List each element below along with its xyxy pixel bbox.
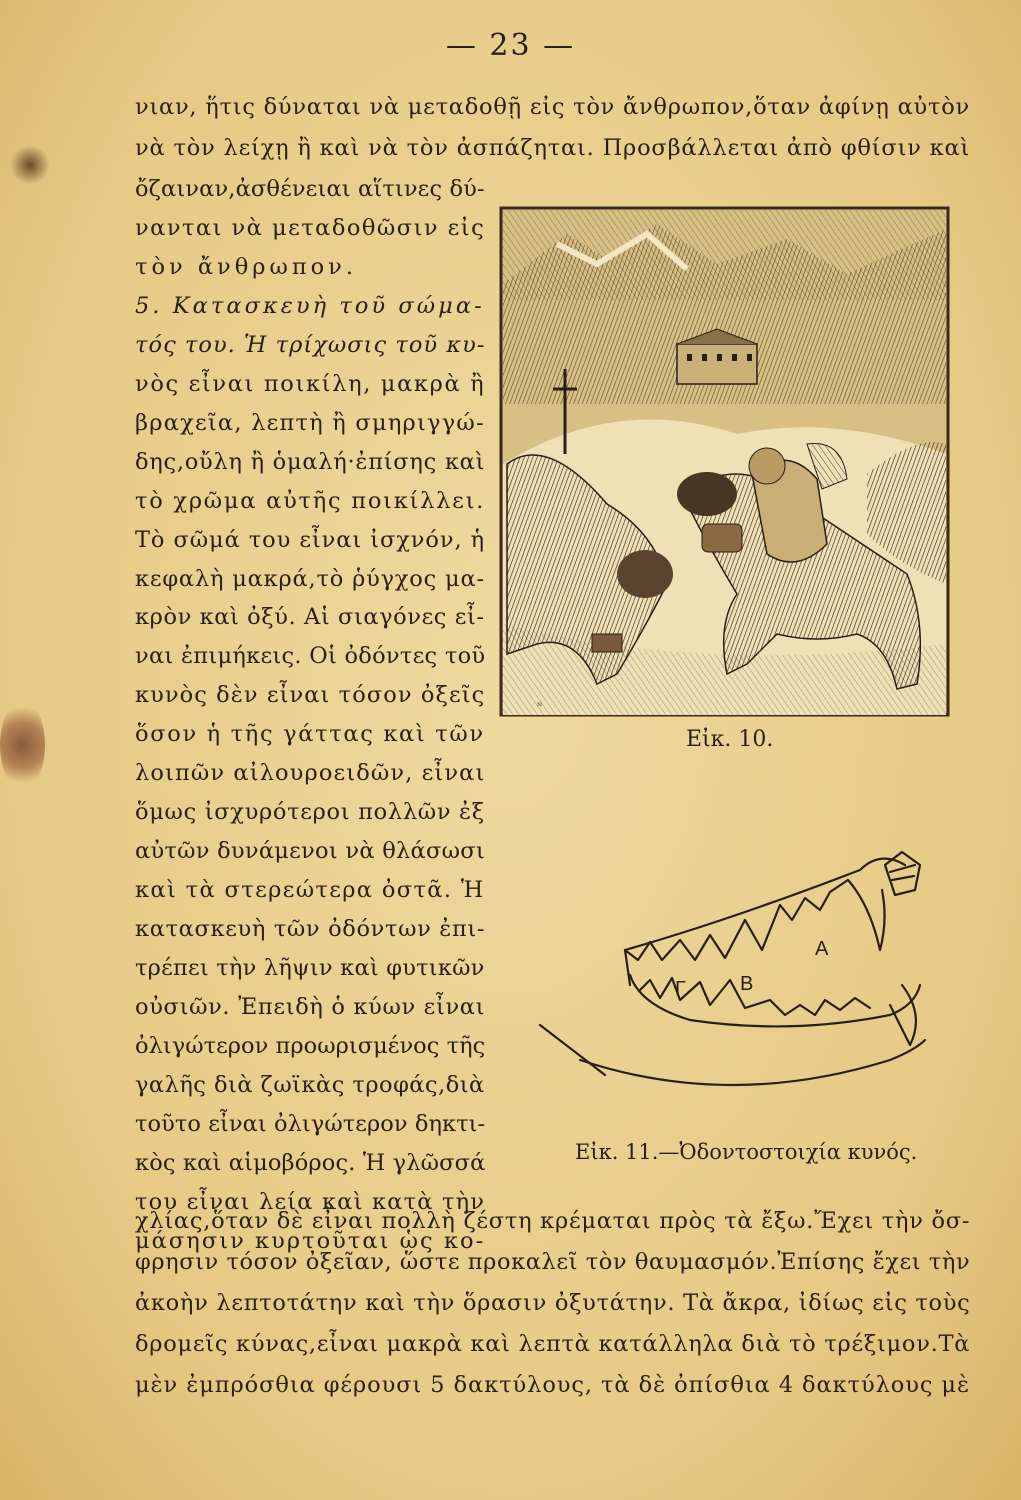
page-number: — 23 —	[445, 28, 576, 63]
text-line: τὸ χρῶμα αὐτῆς ποικίλλει.	[135, 487, 486, 514]
text-line: δρομεῖς κύνας,εἶναι μακρὰ καὶ λεπτὰ κατάλληλα διὰ τὸ τρέξιμον.Τὰ	[135, 1331, 971, 1357]
text-line: φρησιν τόσον ὀξεῖαν, ὥστε προκαλεῖ τὸν θαυμασμόν.Ἐπίσης ἔχει τὴν	[135, 1249, 971, 1275]
label-a: A	[815, 938, 829, 960]
text-line: ἀκοὴν λεπτοτάτην καὶ τὴν ὅρασιν ὀξυτάτην. Τὰ ἄκρα, ἰδίως εἰς τοὺς	[135, 1290, 971, 1316]
paper-stain	[10, 145, 50, 185]
svg-text:ᴺ: ᴺ	[537, 702, 542, 712]
text-line: κατασκευὴ τῶν ὀδόντων ἐπι-	[135, 916, 486, 943]
text-line: νιαν, ἥτις δύναται νὰ μεταδοθῇ εἰς τὸν ἄνθρωπον,ὅταν ἀφίνῃ αὐτὸν	[135, 94, 970, 120]
text-line: βραχεῖα, λεπτὴ ἢ σμηριγγώ-	[135, 409, 485, 436]
text-line: του εἶναι λεία καὶ κατὰ τὴν	[135, 1188, 486, 1215]
text-line: τρέπει τὴν λῆψιν καὶ φυτικῶν	[135, 955, 485, 981]
text-line: τὸν ἄνθρωπον.	[135, 253, 357, 280]
text-line: δης,οὔλη ἢ ὁμαλή·ἐπίσης καὶ	[135, 448, 486, 475]
text-line: αὐτῶν δυνάμενοι νὰ θλάσωσι	[135, 838, 485, 865]
figure-10-caption: Εἰκ. 10.	[686, 727, 774, 752]
text-line: οὐσιῶν. Ἐπειδὴ ὁ κύων εἶναι	[135, 993, 486, 1020]
text-line: κρὸν καὶ ὀξύ. Αἱ σιαγόνες εἶ-	[135, 604, 485, 631]
text-line: ὄζαιναν,ἀσθένειαι αἵτινες δύ-	[135, 176, 485, 202]
paper-stain	[0, 700, 45, 790]
text-line: χλίας,ὅταν δὲ εἶναι πολλὴ ζέστη κρέμαται πρὸς τὰ ἔξω.Ἔχει τὴν ὄσ-	[135, 1208, 971, 1234]
text-line: νὸς εἶναι ποικίλη, μακρὰ ἢ	[135, 370, 486, 397]
figure-10-engraving	[497, 204, 952, 719]
label-g: Γ	[675, 978, 687, 1000]
text-line: νὰ τὸν λείχῃ ἢ καὶ νὰ τὸν ἀσπάζηται. Προσβάλλεται ἀπὸ φθίσιν καὶ	[135, 135, 971, 161]
text-line: ὅσον ἡ τῆς γάττας καὶ τῶν	[135, 721, 485, 748]
text-line: ὀλιγώτερον προωρισμένος τῆς	[135, 1032, 486, 1059]
figure-11-caption: Εἰκ. 11.—Ὀδοντοστοιχία κυνός.	[575, 1140, 918, 1164]
figure-11-dentition-diagram	[530, 810, 950, 1130]
text-line: γαλῆς διὰ ζωϊκὰς τροφάς,διὰ	[135, 1071, 485, 1098]
text-line: Τὸ σῶμά του εἶναι ἰσχνόν, ἡ	[135, 526, 486, 553]
text-line: κὸς καὶ αἱμοβόρος. Ἡ γλῶσσά	[135, 1149, 486, 1176]
text-line: μὲν ἐμπρόσθια φέρουσι 5 δακτύλους, τὰ δὲ ὀπίσθια 4 δακτύλους μὲ	[135, 1372, 970, 1398]
text-line: μάσησιν κυρτοῦται ὡς κο-	[135, 1227, 486, 1254]
text-line: καὶ τὰ στερεώτερα ὀστᾶ. Ἡ	[135, 877, 485, 904]
text-line: ὅμως ἰσχυρότεροι πολλῶν ἐξ	[135, 799, 485, 826]
text-line: τός του. Ἡ τρίχωσις τοῦ κυ-	[135, 331, 486, 358]
text-line: τοῦτο εἶναι ὀλιγώτερον δηκτι-	[135, 1110, 486, 1137]
text-line: κυνὸς δὲν εἶναι τόσον ὀξεῖς	[135, 682, 486, 709]
text-line: 5. Κατασκευὴ τοῦ σώμα-	[135, 292, 485, 319]
text-line: νανται νὰ μεταδοθῶσιν εἰς	[135, 214, 486, 241]
text-line: κεφαλὴ μακρά,τὸ ῥύγχος μα-	[135, 565, 485, 592]
text-line: λοιπῶν αἰλουροειδῶν, εἶναι	[135, 760, 486, 787]
text-line: ναι ἐπιμήκεις. Οἱ ὀδόντες τοῦ	[135, 643, 486, 670]
label-b: B	[740, 973, 754, 995]
